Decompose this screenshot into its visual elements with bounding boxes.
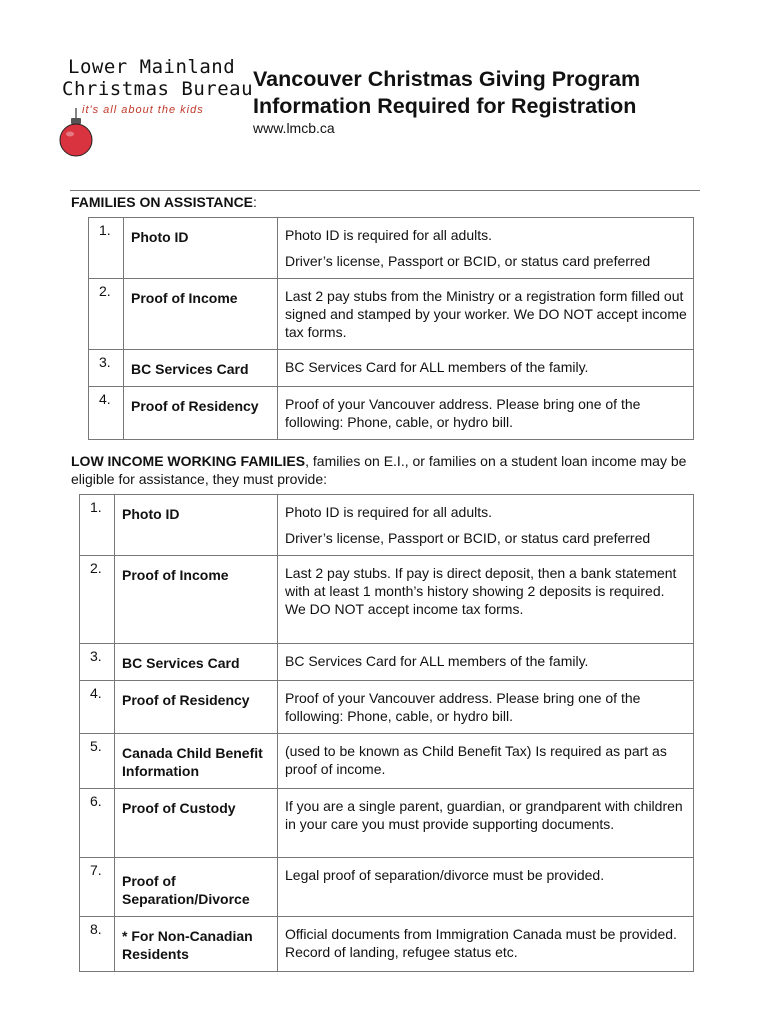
row-label: Photo ID bbox=[122, 506, 180, 522]
row-description: Proof of your Vancouver address. Please bring one of the following: Phone, cable, or hydro bill. bbox=[285, 690, 641, 724]
table-row bbox=[80, 789, 694, 858]
row-label: Proof of Residency bbox=[122, 692, 250, 708]
row-label: BC Services Card bbox=[122, 655, 240, 671]
logo-tagline: it's all about the kids bbox=[82, 104, 204, 116]
row-label: Proof of Custody bbox=[122, 800, 236, 816]
page-title bbox=[253, 66, 640, 120]
row-description: Proof of your Vancouver address. Please bring one of the following: Phone, cable, or hydro bill. bbox=[285, 396, 641, 430]
row-label: * For Non-Canadian Residents bbox=[122, 928, 253, 962]
row-number: 7. bbox=[90, 862, 102, 878]
row-label: Proof of Separation/Divorce bbox=[122, 873, 250, 907]
row-number: 1. bbox=[99, 222, 111, 238]
logo-line-2: Christmas Bureau bbox=[62, 78, 254, 100]
row-label: Proof of Residency bbox=[131, 398, 259, 414]
table-row bbox=[80, 644, 694, 681]
working-heading-rest: , families on E.I., or families on a student loan income may be eligible for assistance, they must provide: bbox=[71, 453, 687, 487]
row-description-extra: Driver’s license, Passport or BCID, or status card preferred bbox=[285, 530, 651, 546]
row-label: BC Services Card bbox=[131, 361, 249, 377]
header-divider bbox=[70, 190, 700, 191]
row-number: 3. bbox=[99, 354, 111, 370]
row-number: 8. bbox=[90, 921, 102, 937]
row-number: 4. bbox=[99, 391, 111, 407]
row-number: 1. bbox=[90, 499, 102, 515]
row-number: 2. bbox=[99, 283, 111, 299]
table-row bbox=[89, 218, 694, 279]
assistance-heading-bold: FAMILIES ON ASSISTANCE bbox=[71, 194, 254, 210]
title-line-2: Information Required for Registration bbox=[253, 94, 637, 118]
working-table bbox=[79, 494, 694, 972]
website-link[interactable]: www.lmcb.ca bbox=[253, 120, 335, 136]
row-description: Last 2 pay stubs. If pay is direct deposit, then a bank statement with at least 1 month’s history showing 2 deposits is required. We DO NOT accept income tax forms. bbox=[285, 565, 677, 617]
working-heading bbox=[71, 452, 691, 488]
table-row bbox=[80, 858, 694, 917]
ornament-icon bbox=[58, 108, 94, 160]
table-row bbox=[89, 350, 694, 387]
row-label: Proof of Income bbox=[131, 290, 238, 306]
table-row bbox=[80, 495, 694, 556]
table-row bbox=[80, 734, 694, 789]
row-description: (used to be known as Child Benefit Tax) Is required as part as proof of income. bbox=[285, 743, 667, 777]
table-row bbox=[80, 556, 694, 644]
row-description: BC Services Card for ALL members of the family. bbox=[285, 359, 589, 375]
row-description: Official documents from Immigration Canada must be provided. Record of landing, refugee status etc. bbox=[285, 926, 677, 960]
row-description: Photo ID is required for all adults. bbox=[285, 504, 492, 520]
row-description: BC Services Card for ALL members of the family. bbox=[285, 653, 589, 669]
table-row bbox=[80, 917, 694, 972]
row-number: 6. bbox=[90, 793, 102, 809]
logo-line-1: Lower Mainland bbox=[68, 56, 236, 78]
table-row bbox=[80, 681, 694, 734]
table-row bbox=[89, 279, 694, 350]
table-row bbox=[89, 387, 694, 440]
row-label: Proof of Income bbox=[122, 567, 229, 583]
working-heading-bold: LOW INCOME WORKING FAMILIES bbox=[71, 453, 306, 469]
row-description: Legal proof of separation/divorce must be provided. bbox=[285, 867, 605, 883]
lmcb-logo bbox=[58, 56, 254, 166]
row-description: Last 2 pay stubs from the Ministry or a registration form filled out signed and stamped by your worker. We DO NOT accept income tax forms. bbox=[285, 288, 687, 340]
row-label: Photo ID bbox=[131, 229, 189, 245]
title-line-1: Vancouver Christmas Giving Program bbox=[253, 67, 641, 91]
row-description: Photo ID is required for all adults. bbox=[285, 227, 492, 243]
assistance-heading bbox=[71, 193, 701, 211]
row-number: 3. bbox=[90, 648, 102, 664]
row-description-extra: Driver’s license, Passport or BCID, or status card preferred bbox=[285, 253, 651, 269]
row-description: If you are a single parent, guardian, or grandparent with children in your care you must provide supporting documents. bbox=[285, 798, 683, 832]
row-label: Canada Child Benefit Information bbox=[122, 745, 263, 779]
row-number: 2. bbox=[90, 560, 102, 576]
row-number: 5. bbox=[90, 738, 102, 754]
assistance-heading-rest: : bbox=[253, 194, 257, 210]
row-number: 4. bbox=[90, 685, 102, 701]
assistance-table bbox=[88, 217, 694, 440]
